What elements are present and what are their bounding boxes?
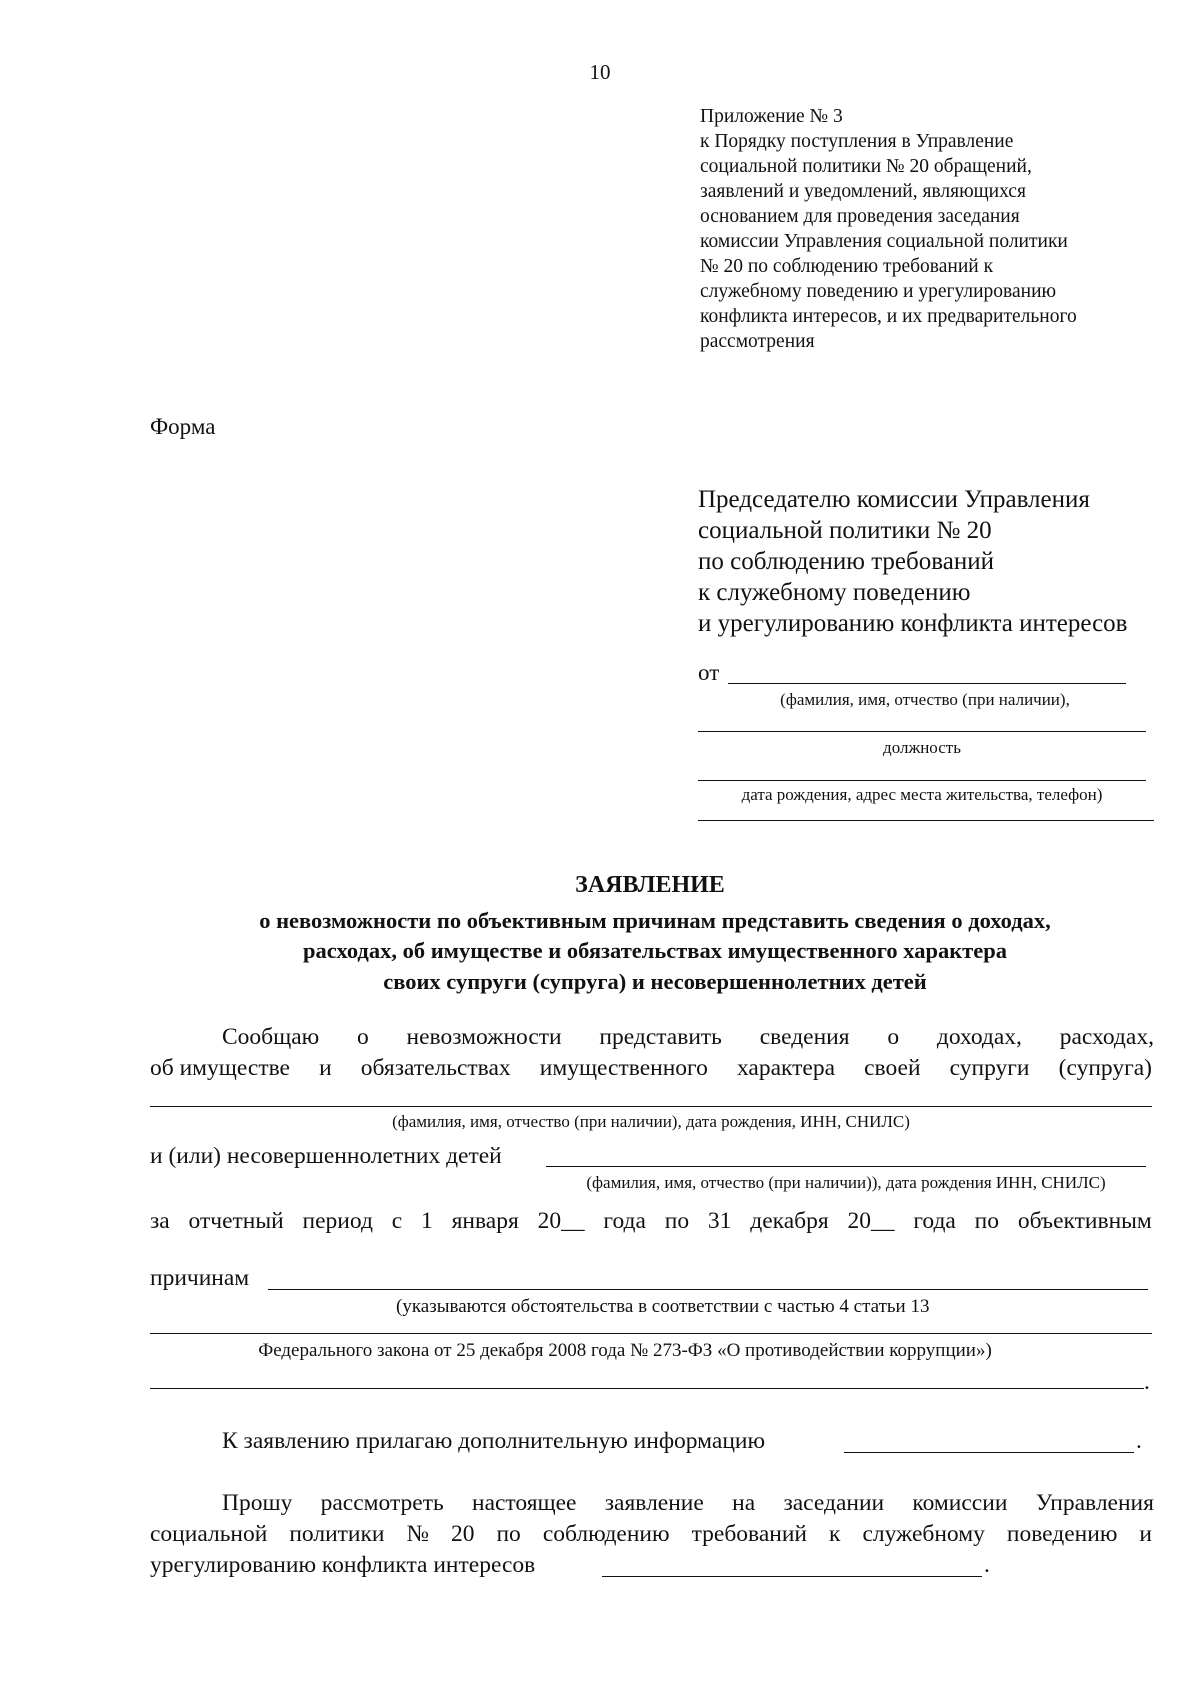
word: 1 [421, 1208, 433, 1234]
word: об имуществе [150, 1055, 290, 1081]
request-line-3: урегулированию конфликта интересов [150, 1552, 536, 1578]
appendix-line: комиссии Управления социальной политики [700, 231, 1068, 252]
caption-reasons: (указываются обстоятельства в соответствии с частью 4 статьи 13 [396, 1296, 930, 1317]
word: поведению [1006, 1521, 1118, 1547]
reasons-field-line-2[interactable] [150, 1333, 1152, 1334]
word: за [150, 1208, 170, 1234]
reasons-field[interactable] [268, 1289, 1148, 1290]
word: своей [864, 1055, 921, 1081]
reasons-field-line-3[interactable] [150, 1388, 1144, 1389]
caption-children: (фамилия, имя, отчество (при наличии)), дата рождения ИНН, СНИЛС) [586, 1173, 1106, 1192]
addressee-line: к служебному поведению [698, 579, 971, 606]
attachment-text: К заявлению прилагаю дополнительную информацию [222, 1428, 766, 1454]
period-line [150, 1208, 1152, 1235]
word: объективным [1017, 1208, 1152, 1234]
caption-law: Федерального закона от 25 декабря 2008 года № 273-ФЗ «О противодействии коррупции») [258, 1340, 992, 1361]
appendix-note [700, 104, 1160, 354]
word: 20 [450, 1521, 475, 1547]
contact-field[interactable] [698, 820, 1154, 821]
word: отчетный [188, 1208, 284, 1234]
word: декабря [750, 1208, 829, 1234]
document-subtitle-line: расходах, об имуществе и обязательствах имущественного характера [302, 938, 1007, 963]
word: служебному [862, 1521, 985, 1547]
document-title: ЗАЯВЛЕНИЕ [575, 872, 725, 898]
attachment-field[interactable] [844, 1452, 1134, 1453]
appendix-line: служебному поведению и урегулированию [700, 281, 1057, 302]
period-mark: . [1136, 1428, 1142, 1454]
word: (супруга) [1058, 1055, 1152, 1081]
word: характера [736, 1055, 836, 1081]
word: рассмотреть [320, 1490, 444, 1516]
word: Прошу [222, 1490, 293, 1516]
position-field[interactable] [698, 731, 1146, 732]
request-field[interactable] [602, 1576, 982, 1577]
period-mark: . [984, 1552, 990, 1578]
word: расходах, [1059, 1024, 1154, 1050]
word: и [319, 1055, 332, 1081]
statement-line-2 [150, 1055, 1152, 1082]
caption-name: (фамилия, имя, отчество (при наличии), [780, 690, 1070, 709]
spouse-name-field[interactable] [150, 1106, 1152, 1107]
word: Сообщаю [222, 1024, 320, 1050]
children-label: и (или) несовершеннолетних детей [150, 1143, 502, 1169]
word: с [391, 1208, 403, 1234]
word: представить [599, 1024, 722, 1050]
document-subtitle-line: о невозможности по объективным причинам представить сведения о доходах, [259, 908, 1051, 933]
word: сведения [759, 1024, 850, 1050]
word: к [829, 1521, 841, 1547]
word: заседании [783, 1490, 885, 1516]
word: супруги [949, 1055, 1030, 1081]
word: социальной [150, 1521, 268, 1547]
request-line-2 [150, 1521, 1152, 1548]
appendix-line: основанием для проведения заседания [700, 206, 1020, 227]
word: невозможности [406, 1024, 562, 1050]
word: 31 [707, 1208, 732, 1234]
from-label: от [698, 660, 720, 685]
year-from-field[interactable]: 20__ [537, 1208, 585, 1234]
word: года [913, 1208, 956, 1234]
word: требований [691, 1521, 807, 1547]
form-label: Форма [150, 414, 216, 439]
addressee-line: и урегулированию конфликта интересов [698, 610, 1128, 637]
appendix-line: рассмотрения [700, 331, 815, 352]
children-field[interactable] [546, 1166, 1146, 1167]
word: на [732, 1490, 756, 1516]
word: заявление [604, 1490, 704, 1516]
word: по [496, 1521, 521, 1547]
word: политики [289, 1521, 385, 1547]
word: января [451, 1208, 519, 1234]
request-line-1 [222, 1490, 1154, 1517]
addressee-block [698, 484, 1168, 639]
reasons-label: причинам [150, 1265, 250, 1291]
word: о [357, 1024, 369, 1050]
appendix-line: конфликта интересов, и их предварительного [700, 306, 1077, 327]
word: о [887, 1024, 900, 1050]
word: обязательствах [360, 1055, 511, 1081]
word: и [1139, 1521, 1152, 1547]
caption-spouse: (фамилия, имя, отчество (при наличии), дата рождения, ИНН, СНИЛС) [392, 1112, 910, 1131]
addressee-line: социальной политики № 20 [698, 517, 992, 544]
page-number: 10 [589, 60, 611, 84]
word: № [406, 1521, 429, 1547]
birth-address-field[interactable] [698, 780, 1146, 781]
appendix-line: заявлений и уведомлений, являющихся [700, 181, 1026, 202]
document-subtitle-line: своих супруги (супруга) и несовершеннолетних детей [383, 969, 927, 994]
addressee-line: Председателю комиссии Управления [698, 486, 1090, 513]
word: комиссии [912, 1490, 1008, 1516]
addressee-line: по соблюдению требований [698, 548, 994, 575]
word: по [664, 1208, 690, 1234]
word: период [302, 1208, 373, 1234]
appendix-line: № 20 по соблюдению требований к [700, 256, 994, 277]
period-mark: . [1144, 1369, 1150, 1395]
appendix-line: социальной политики № 20 обращений, [700, 156, 1032, 177]
statement-line-1 [222, 1024, 1154, 1051]
year-to-field[interactable]: 20__ [847, 1208, 895, 1234]
word: соблюдению [542, 1521, 670, 1547]
word: Управления [1035, 1490, 1154, 1516]
word: года [603, 1208, 646, 1234]
from-name-field[interactable] [728, 683, 1126, 684]
word: доходах, [936, 1024, 1022, 1050]
caption-birth-address: дата рождения, адрес места жительства, телефон) [741, 785, 1103, 804]
word: настоящее [472, 1490, 577, 1516]
caption-position: должность [883, 738, 961, 757]
appendix-line: к Порядку поступления в Управление [700, 131, 1014, 152]
word: по [974, 1208, 999, 1234]
word: имущественного [539, 1055, 708, 1081]
appendix-line: Приложение № 3 [700, 106, 843, 127]
